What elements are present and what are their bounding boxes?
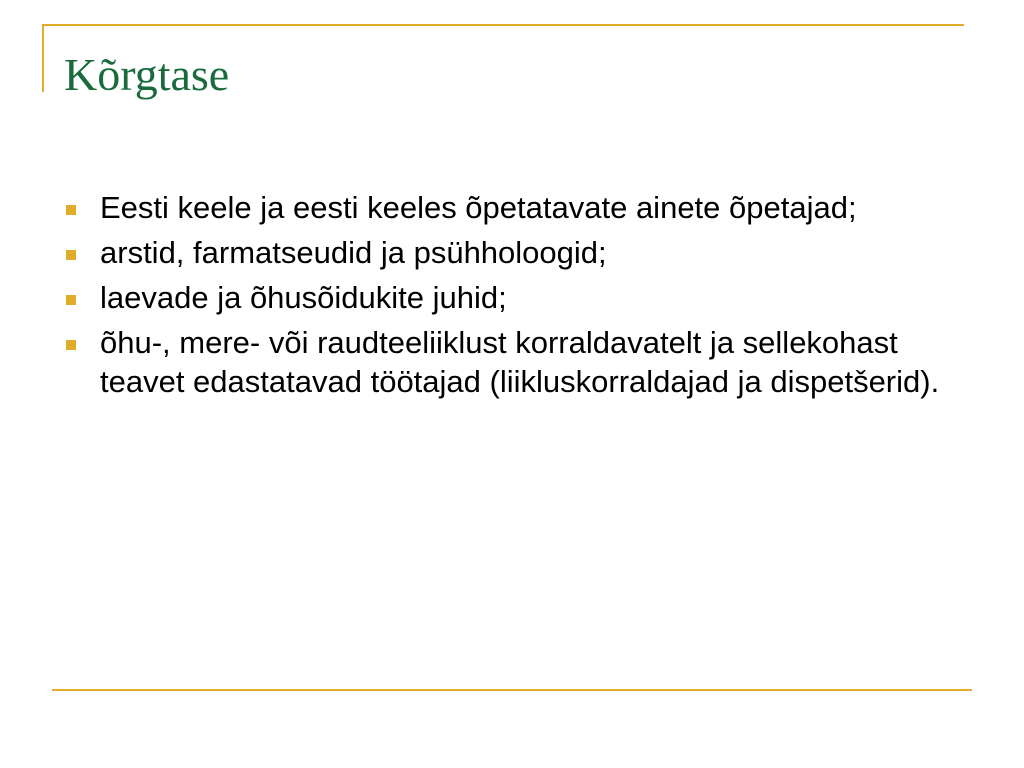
bullet-item — [66, 278, 966, 317]
bullet-item — [66, 323, 966, 401]
square-bullet-icon — [66, 295, 76, 305]
bullet-text: õhu-, mere- või raudteeliiklust korraldavatelt ja sellekohast teavet edastatavad töötajad (liikluskorraldajad ja dispetšerid). — [100, 325, 940, 399]
bullet-item — [66, 188, 966, 227]
bottom-rule — [52, 689, 972, 691]
left-rule — [42, 24, 44, 92]
bullet-item — [66, 233, 966, 272]
square-bullet-icon — [66, 250, 76, 260]
top-rule — [42, 24, 964, 26]
square-bullet-icon — [66, 205, 76, 215]
bullet-text: Eesti keele ja eesti keeles õpetatavate ainete õpetajad; — [100, 190, 857, 225]
slide-title: Kõrgtase — [64, 49, 230, 100]
bullet-text: arstid, farmatseudid ja psühholoogid; — [100, 235, 607, 270]
bullet-list — [66, 188, 966, 407]
square-bullet-icon — [66, 340, 76, 350]
bullet-text: laevade ja õhusõidukite juhid; — [100, 280, 507, 315]
